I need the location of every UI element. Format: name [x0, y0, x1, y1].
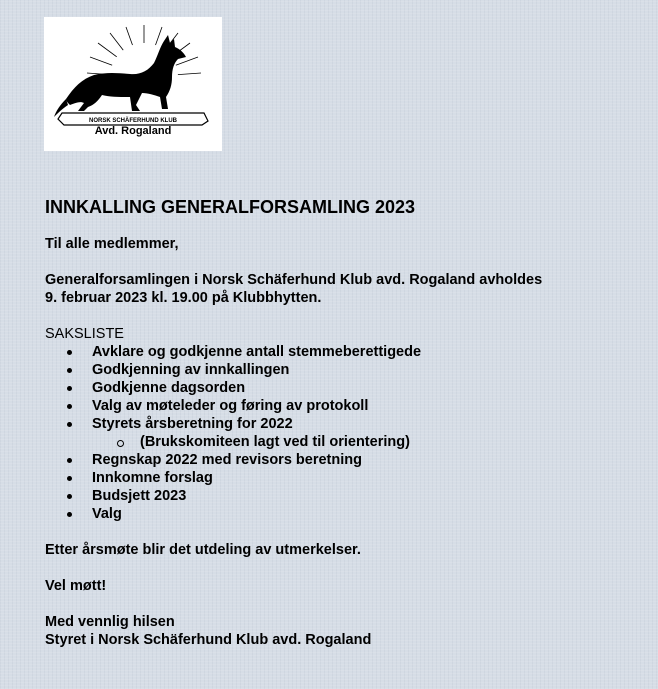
logo-caption: Avd. Rogaland [94, 125, 172, 137]
greeting: Til alle medlemmer, [45, 236, 179, 252]
circle-bullet-icon [117, 440, 124, 447]
list-item: Avklare og godkjenne antall stemmeberettigede [45, 343, 645, 361]
page-title: INNKALLING GENERALFORSAMLING 2023 [45, 197, 416, 217]
document-body [45, 196, 645, 649]
intro-line-1: Generalforsamlingen i Norsk Schäferhund Klub avd. Rogaland avholdes [45, 272, 543, 288]
list-item: Regnskap 2022 med revisors beretning [45, 451, 645, 469]
logo-banner-text: NORSK SCHÄFERHUND KLUB [89, 118, 177, 124]
welcome-line: Vel møtt! [45, 578, 107, 594]
list-item: Godkjenning av innkallingen [45, 361, 645, 379]
intro-line-2: 9. februar 2023 kl. 19.00 på Klubbhytten. [45, 290, 322, 306]
signature-line: Styret i Norsk Schäferhund Klub avd. Rogaland [45, 632, 372, 648]
bullet-icon [67, 422, 72, 427]
bullet-icon [67, 386, 72, 391]
list-subitem: (Brukskomiteen lagt ved til orientering) [45, 433, 645, 451]
bullet-icon [67, 476, 72, 481]
list-item: Styrets årsberetning for 2022 [45, 415, 645, 433]
bullet-icon [67, 368, 72, 373]
agenda-heading: SAKSLISTE [45, 326, 124, 342]
awards-line: Etter årsmøte blir det utdeling av utmerkelser. [45, 542, 361, 558]
list-item: Budsjett 2023 [45, 487, 645, 505]
list-item: Valg av møteleder og føring av protokoll [45, 397, 645, 415]
agenda-list [45, 343, 645, 523]
bullet-icon [67, 458, 72, 463]
closing-line: Med vennlig hilsen [45, 614, 175, 630]
list-item: Godkjenne dagsorden [45, 379, 645, 397]
bullet-icon [67, 350, 72, 355]
list-item: Innkomne forslag [45, 469, 645, 487]
bullet-icon [67, 494, 72, 499]
club-logo [44, 17, 222, 151]
bullet-icon [67, 404, 72, 409]
bullet-icon [67, 512, 72, 517]
list-item: Valg [45, 505, 645, 523]
